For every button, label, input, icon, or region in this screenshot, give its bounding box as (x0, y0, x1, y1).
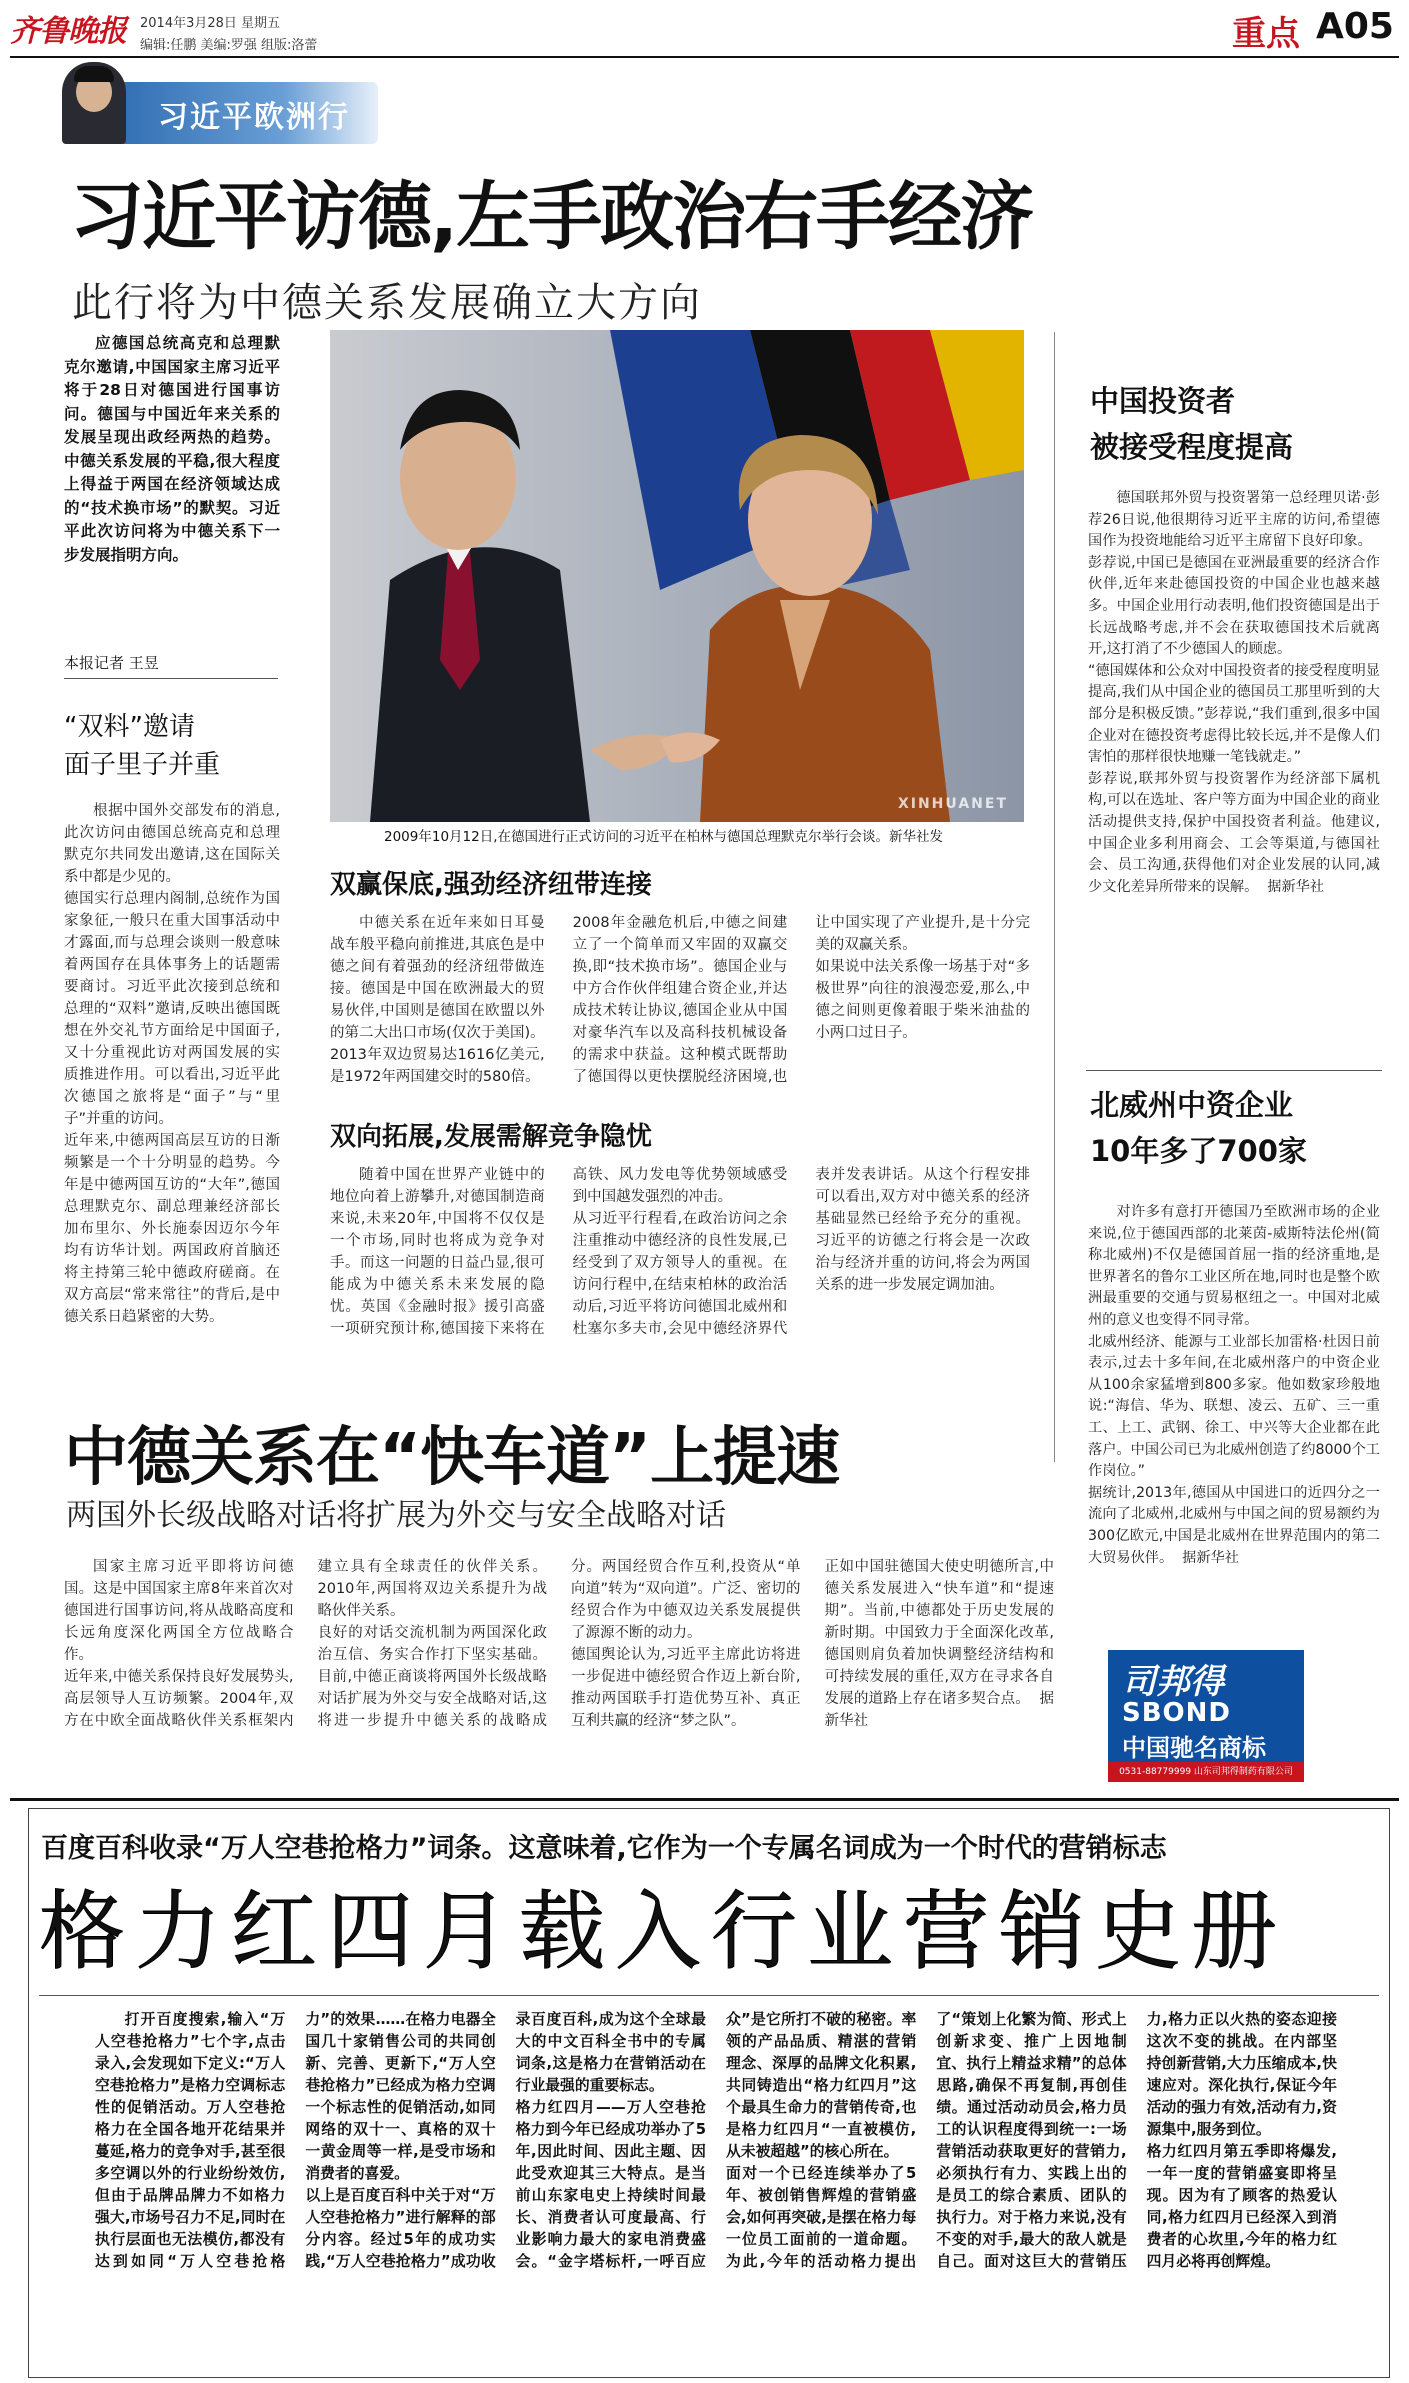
sbond-brand-en: SBOND (1122, 1698, 1231, 1728)
editors-line: 编辑:任鹏 美编:罗强 组版:洛蕾 (140, 38, 318, 53)
sidebar-body-investors: 德国联邦外贸与投资署第一总经理贝诺·彭荐26日说,他很期待习近平主席的访问,希望德国作为投资地能给习近平主席留下良好印象。 彭荐说,中国已是德国在亚洲最重要的经济合作伙伴,近年来赴德国投资的中国企业也越来越多。中国企业用行动表明,他们投资德国是出于长远战略考虑,并不会在获取德国技术后就离开,这打消了不少德国人的顾虑。 “德国媒体和公众对中国投资者的接受程度明显提高,我们从中国企业的德国员工那里听到的大部分是积极反馈。”彭荐说,“我们重到,很多中国企业对在德投资考虑得比较长远,并不是像人们害怕的那样很快地赚一笔钱就走。” 彭荐说,联邦外贸与投资署作为经济部下属机构,可以在选址、客户等方面为中国企业的商业活动提供支持,保护中国投资者利益。他建议,中国企业多利用商会、工会等渠道,与德国社会、员工沟通,获得他们对企业发展的认同,减少文化差异所带来的误解。 据新华社 (1088, 490, 1380, 895)
sidebar-title-investors: 中国投资者 被接受程度提高 (1090, 384, 1294, 464)
advert-top-rule (10, 1798, 1399, 1801)
main-subhead: 此行将为中德关系发展确立大方向 (72, 280, 702, 326)
sbond-brand: 司邦得 (1122, 1662, 1224, 1702)
sidebar-body-nrw: 对许多有意打开德国乃至欧洲市场的企业来说,位于德国西部的北莱茵-威斯特法伦州(简称北威州)不仅是德国首屈一指的经济重地,是世界著名的鲁尔工业区所在地,同时也是整个欧洲最重要的交通与贸易枢纽之一。中国对北威州的意义也变得不同寻常。 北威州经济、能源与工业部长加雷格·杜因日前表示,过去十多年间,在北威州落户的中资企业从100余家猛增到800多家。他如数家珍般地说:“海信、华为、联想、凌云、五矿、三一重工、上工、武钢、徐工、中兴等大企业都在此落户。中国公司已为北威州创造了约8000个工作岗位。” 据统计,2013年,德国从中国进口的近四分之一流向了北威州,北威州与中国之间的贸易额约为300亿欧元,中国是北威州在世界范围内的第二大贸易伙伴。 据新华社 (1088, 1204, 1380, 1566)
photo-caption: 2009年10月12日,在德国进行正式访问的习近平在柏林与德国总理默克尔举行会谈。新华社发 (384, 829, 944, 845)
section-body-competition: 随着中国在世界产业链中的地位向着上游攀升,对德国制造商来说,未来20年,中国将不仅仅是一个市场,同时也将成为竞争对手。而这一问题的日益凸显,很可能成为中德关系未来发展的隐忧。英国《金融时报》援引高盛一项研究预计称,德国接下来将在高铁、风力发电等优势领域感受到中国越发强烈的冲击。 从习近平行程看,在政治访问之余注重推动中德经济的良性发展,已经受到了双方领导人的重视。在访问行程中,在结束柏林的政治活动后,习近平将访问德国北威州和杜塞尔多夫市,会见中德经济界代表并发表讲话。从这个行程安排可以看出,双方对中德关系的经济基础显然已经给予充分的重视。习近平的访德之行将会是一次政治与经济并重的访问,将会为两国关系的进一步发展定调加油。 (330, 1167, 1030, 1337)
section-body-invitation: 根据中国外交部发布的消息,此次访问由德国总统高克和总理默克尔共同发出邀请,这在国际关系中都是少见的。 德国实行总理内阁制,总统作为国家象征,一般只在重大国事活动中才露面,而与总理会谈则一般意味着两国存在具体事务上的话题需要商讨。习近平此次接到总统和总理的“双料”邀请,反映出德国既想在外交礼节方面给足中国面子,又十分重视此访对两国发展的实质推进作用。可以看出,习近平此次德国之旅将是“面子”与“里子”并重的访问。 近年来,中德两国高层互访的日渐频繁是一个十分明显的趋势。今年是中德两国互访的“大年”,德国总理默克尔、副总理兼经济部长加布里尔、外长施泰因迈尔今年均有访华计划。两国政府首脑还将主持第三轮中德政府磋商。在双方高层“常来常往”的背后,是中德关系日趋紧密的大势。 (64, 803, 280, 1325)
portrait-icon (62, 62, 126, 144)
gree-body: 打开百度搜索,输入“万人空巷抢格力”七个字,点击录入,会发现如下定义:“万人空巷抢格力”是格力空调标志性的促销活动。万人空巷抢格力在全国各地开花结果并蔓延,格力的竞争对手,甚至很多空调以外的行业纷纷效仿,但由于品牌品牌力不如格力强大,市场号召力不足,同时在执行层面也无法模仿,都没有达到如同“万人空巷抢格力”的效果……在格力电器全国几十家销售公司的共同创新、完善、更新下,“万人空巷抢格力”已经成为格力空调一个标志性的促销活动,如同网络的双十一、真格的双十一黄金周等一样,是受市场和消费者的喜爱。 以上是百度百科中关于对“万人空巷抢格力”进行解释的部分内容。经过5年的成功实践,“万人空巷抢格力”成功收录百度百科,成为这个全球最大的中文百科全书中的专属词条,这是格力在营销活动在行业最强的重要标志。 格力红四月——万人空巷抢格力到今年已经成功举办了5年,因此时间、因此主题、因此受欢迎其三大特点。是当前山东家电史上持续时间最长、消费者认可度最高、行业影响力最大的家电消费盛会。“金字塔标杆,一呼百应众”是它所打不破的秘密。率领的产品品质、精湛的营销理念、深厚的品牌文化积累,共同铸造出“格力红四月”这个最具生命力的营销传奇,也是格力红四月“一直被模仿,从未被超越”的核心所在。 面对一个已经连续举办了5年、被创销售辉煌的营销盛会,如何再突破,是摆在格力每一位员工面前的一道命题。为此,今年的活动格力提出了“策划上化繁为简、形式上创新求变、推广上因地制宜、执行上精益求精”的总体思路,确保不再复制,再创佳绩。通过活动动员会,格力员工的认识程度得到统一:一场营销活动获取更好的营销力,必须执行有力、实践上出的是员工的综合素质、团队的执行力。对于格力来说,没有不变的对手,最大的敌人就是自己。面对这巨大的营销压力,格力正以火热的姿态迎接这次不变的挑战。在内部坚持创新营销,大力压缩成本,快速应对。深化执行,保证今年活动的强力有效,活动有力,资源集中,服务到位。 格力红四月第五季即将爆发,一年一度的营销盛宴即将呈现。因为有了顾客的热爱认同,格力红四月已经深入到消费者的心坎里,今年的格力红四月必将再创辉煌。 (95, 2011, 1337, 2270)
section-body-economy: 中德关系在近年来如日耳曼战车般平稳向前推进,其底色是中德之间有着强劲的经济纽带做连接。德国是中国在欧洲最大的贸易伙伴,中国则是德国在欧盟以外的第二大出口市场(仅次于美国)。2013年双边贸易达1616亿美元,是1972年两国建交时的580倍。 2008年金融危机后,中德之间建立了一个简单而又牢固的双赢交换,即“技术换市场”。德国企业与中方合作伙伴组建合资企业,并达成技术转让协议,德国企业从中国对豪华汽车以及高科技机械设备的需求中获益。这种模式既帮助了德国得以更快摆脱经济困境,也让中国实现了产业提升,是十分完美的双赢关系。 如果说中法关系像一场基于对“多极世界”向往的浪漫恋爱,那么,中德之间则更像着眼于柴米油盐的小两口过日子。 (330, 915, 1030, 1085)
sbond-tagline: 中国驰名商标 (1122, 1734, 1266, 1762)
gree-advert (28, 1808, 1390, 2378)
main-headline: 习近平访德,左手政治右手经济 (70, 174, 1033, 260)
sbond-advert[interactable] (1108, 1650, 1304, 1782)
second-headline: 中德关系在“快车道”上提速 (64, 1421, 840, 1495)
sidebar-rule (1086, 1070, 1382, 1071)
section-title-invitation: “双料”邀请 面子里子并重 (64, 712, 221, 780)
sidebar-title-nrw: 北威州中资企业 10年多了700家 (1090, 1088, 1307, 1168)
byline-rule (64, 678, 278, 679)
masthead-rule (10, 56, 1399, 58)
section-label: 重点 (1232, 14, 1300, 54)
sbond-contact: 0531-88779999 山东司邦得制药有限公司 (1108, 1762, 1304, 1782)
section-title-competition: 双向拓展,发展需解竞争隐忧 (330, 1122, 652, 1152)
handshake-photo-illustration (330, 330, 1024, 822)
gree-headline: 格力红四月载入行业营销史册 (39, 1882, 1287, 1982)
page-number: A05 (1316, 6, 1394, 47)
paper-logo: 齐鲁晚报 (10, 14, 126, 49)
second-subhead: 两国外长级战略对话将扩展为外交与安全战略对话 (66, 1498, 726, 1533)
news-photo (330, 330, 1024, 822)
section-title-economy: 双赢保底,强劲经济纽带连接 (330, 870, 652, 900)
lead-paragraph: 应德国总统高克和总理默克尔邀请,中国国家主席习近平将于28日对德国进行国事访问。德国与中国近年来关系的发展呈现出政经两热的趋势。中德关系发展的平稳,很大程度上得益于两国在经济领域达成的“技术换市场”的默契。习近平此次访问将为中德关系下一步发展指明方向。 (64, 334, 280, 564)
gree-top-line: 百度百科收录“万人空巷抢格力”词条。这意味着,它作为一个专属名词成为一个时代的营销标志 (41, 1833, 1167, 1864)
second-body: 国家主席习近平即将访问德国。这是中国国家主席8年来首次对德国进行国事访问,将从战略高度和长远角度深化两国全方位战略合作。 近年来,中德关系保持良好发展势头,高层领导人互访频繁。2004年,双方在中欧全面战略伙伴关系框架内建立具有全球责任的伙伴关系。2010年,两国将双边关系提升为战略伙伴关系。 良好的对话交流机制为两国深化政治互信、务实合作打下坚实基础。目前,中德正商谈将两国外长级战略对话扩展为外交与安全战略对话,这将进一步提升中德关系的战略成分。两国经贸合作互利,投资从“单向道”转为“双向道”。广泛、密切的经贸合作为中德双边关系发展提供了源源不断的动力。 德国舆论认为,习近平主席此访将进一步促进中德经贸合作迈上新台阶,推动两国联手打造优势互补、真正互利共赢的经济“梦之队”。 正如中国驻德国大使史明德所言,中德关系发展进入“快车道”和“提速期”。当前,中德都处于历史发展的新时期。中国致力于全面深化改革,德国则肩负着加快调整经济结构和可持续发展的重任,双方在寻求各自发展的道路上存在诸多契合点。 据新华社 (64, 1559, 1054, 1729)
photo-watermark: XINHUANET (897, 796, 1008, 812)
sidebar-divider (1054, 332, 1055, 1462)
column-banner-title: 习近平欧洲行 (158, 100, 350, 135)
column-banner (66, 82, 378, 144)
date-line: 2014年3月28日 星期五 (140, 16, 281, 31)
gree-rule (39, 1995, 1379, 1996)
byline: 本报记者 王昱 (64, 654, 159, 672)
